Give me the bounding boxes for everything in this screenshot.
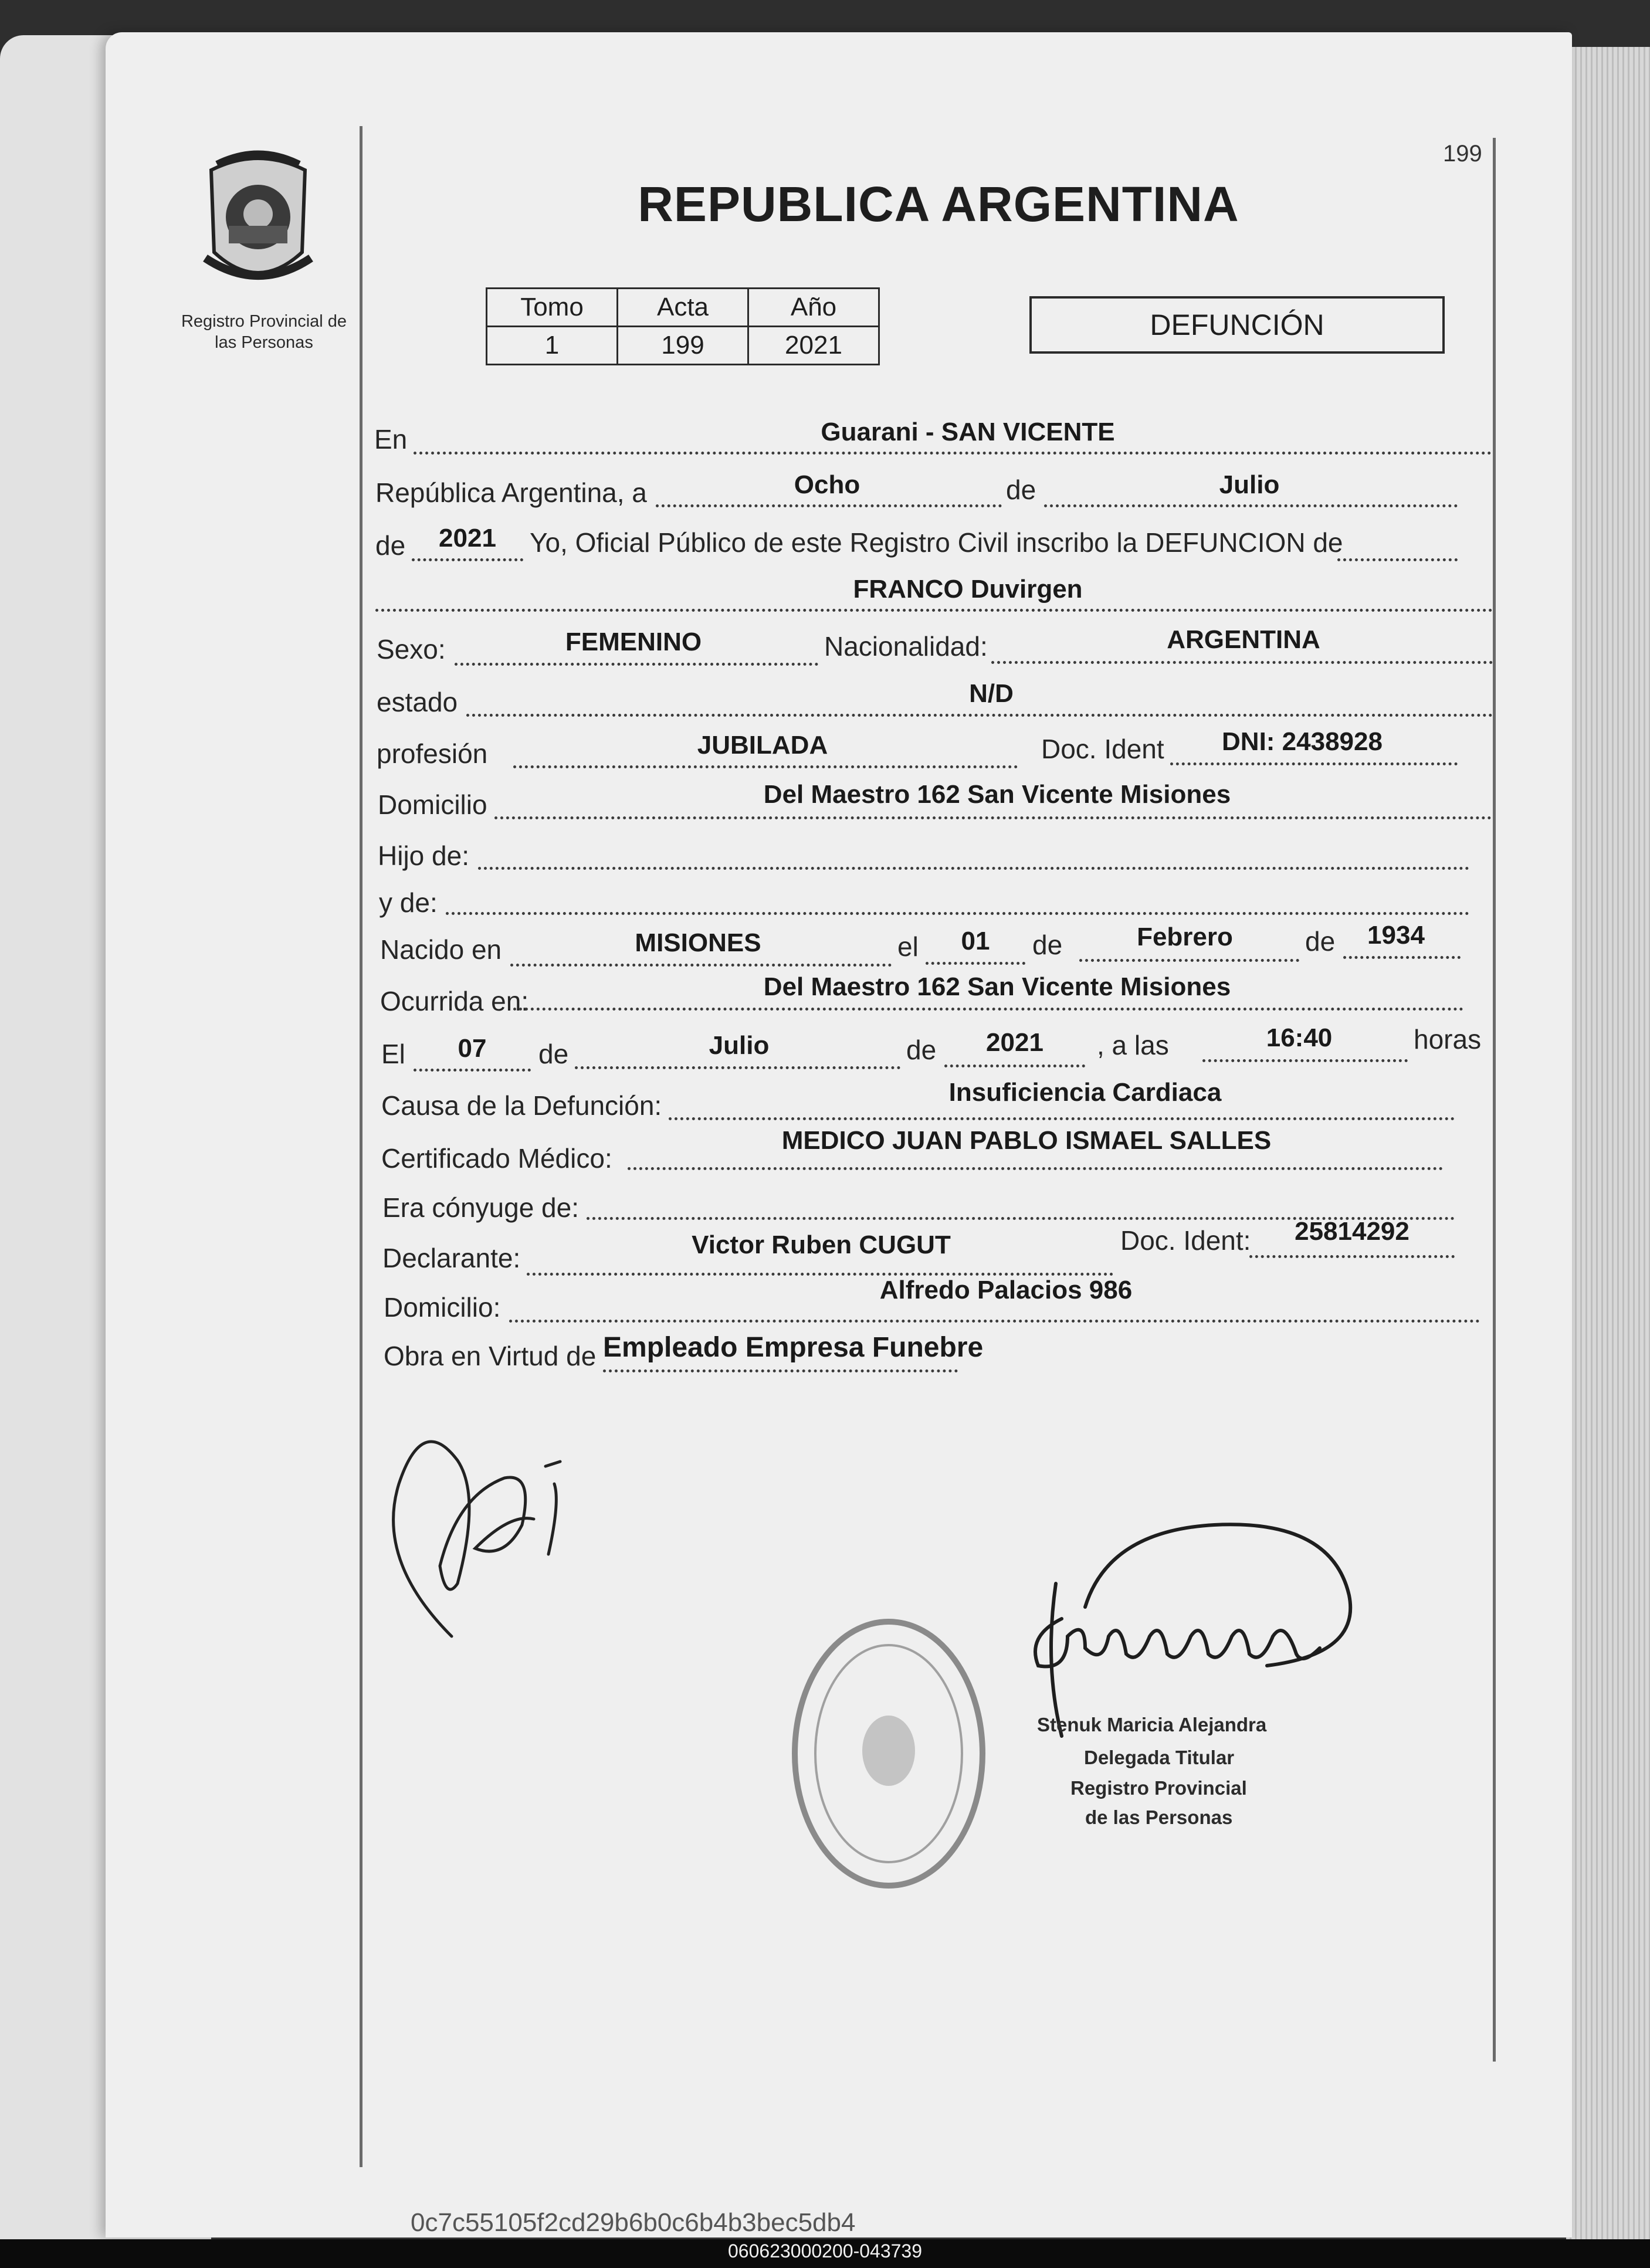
registry-label-line2: las Personas (215, 333, 313, 352)
dotted-line (509, 1320, 1480, 1323)
nacido-label: Nacido en (380, 934, 502, 965)
de-label: de (906, 1035, 937, 1065)
mes-value: Julio (1219, 470, 1280, 499)
province-seal-icon (194, 147, 323, 299)
dotted-line (1249, 1255, 1455, 1258)
estado-label: estado (377, 687, 458, 717)
causa-label: Causa de la Defunción: (381, 1090, 662, 1121)
dotted-line (603, 1369, 958, 1372)
domicilio2-label: Domicilio: (384, 1292, 501, 1323)
conyuge-label: Era cónyuge de: (382, 1192, 580, 1223)
table-header-acta: Acta (618, 289, 748, 327)
el-label: El (381, 1039, 405, 1069)
nacido-dia-value: 01 (961, 927, 990, 955)
dotted-line (926, 962, 1025, 965)
dotted-line (628, 1167, 1443, 1170)
dotted-line (1343, 956, 1461, 959)
nombre-value: FRANCO Duvirgen (853, 575, 1083, 604)
dotted-line (513, 765, 1018, 768)
dotted-line (478, 867, 1469, 870)
nacionalidad-label: Nacionalidad: (824, 631, 988, 662)
signer-name: Stenuk Maricia Alejandra (1037, 1714, 1267, 1735)
profesion-label: profesión (377, 738, 488, 769)
dotted-line (656, 504, 1002, 507)
dotted-line (1044, 504, 1458, 507)
dotted-line (1202, 1059, 1408, 1062)
signature-declarante-icon (387, 1408, 587, 1654)
obra-label: Obra en Virtud de (384, 1341, 597, 1371)
docident-value: DNI: 2438928 (1222, 727, 1383, 756)
table-value-tomo: 1 (487, 327, 618, 365)
declarante-value: Victor Ruben CUGUT (692, 1230, 951, 1259)
signer-title-line2: Registro Provincial (1070, 1777, 1247, 1799)
defuncion-mes-value: Julio (709, 1031, 770, 1060)
margin-line-right (1493, 138, 1496, 2062)
en-label: En (374, 424, 408, 455)
official-stamp-icon (786, 1610, 991, 1897)
ocurrida-label: Ocurrida en: (380, 986, 529, 1016)
signer-title-line1: Delegada Titular (1084, 1747, 1235, 1768)
dotted-line (494, 816, 1492, 819)
yde-label: y de: (379, 887, 438, 918)
declarante-doc-label: Doc. Ident: (1120, 1225, 1251, 1256)
ocurrida-value: Del Maestro 162 San Vicente Misiones (763, 972, 1231, 1001)
horas-label: horas (1414, 1024, 1482, 1055)
dotted-line (669, 1117, 1455, 1120)
nacido-mes-value: Febrero (1137, 923, 1233, 951)
dotted-line (1337, 558, 1458, 561)
de-label: de (538, 1039, 569, 1069)
table-header-tomo: Tomo (487, 289, 618, 327)
nacido-anio-value: 1934 (1367, 921, 1425, 950)
en-value: Guarani - SAN VICENTE (821, 418, 1115, 446)
causa-value: Insuficiencia Cardiaca (948, 1078, 1222, 1107)
page-edges (1566, 47, 1650, 2258)
hijo-label: Hijo de: (378, 840, 469, 871)
sexo-label: Sexo: (377, 634, 446, 665)
dotted-line (446, 912, 1469, 915)
registry-label-line1: Registro Provincial de (181, 312, 347, 331)
dia-value: Ocho (794, 470, 860, 499)
defuncion-hora-value: 16:40 (1266, 1023, 1333, 1052)
sexo-value: FEMENINO (565, 628, 702, 656)
dotted-line (1079, 959, 1299, 962)
nacionalidad-value: ARGENTINA (1167, 625, 1320, 654)
declarante-doc-value: 25814292 (1295, 1217, 1410, 1246)
document-title: REPUBLICA ARGENTINA (638, 177, 1239, 232)
defuncion-dia-value: 07 (458, 1034, 487, 1063)
de-label: de (1305, 926, 1336, 957)
dotted-line (466, 714, 1493, 717)
domicilio-label: Domicilio (378, 789, 487, 820)
registry-label (176, 311, 352, 353)
dotted-line (575, 1066, 900, 1069)
document-hash: 0c7c55105f2cd29b6b0c6b4b3bec5db4 (411, 2208, 856, 2237)
dotted-line (1170, 762, 1458, 765)
dotted-line (414, 1069, 531, 1072)
dotted-line (414, 452, 1492, 455)
document-type-box: DEFUNCIÓN (1029, 296, 1445, 354)
certificado-value: MEDICO JUAN PABLO ISMAEL SALLES (781, 1126, 1272, 1155)
domicilio-value: Del Maestro 162 San Vicente Misiones (763, 780, 1231, 809)
defuncion-anio-value: 2021 (986, 1028, 1043, 1057)
el-label: el (897, 931, 919, 962)
dotted-line (944, 1064, 1085, 1067)
anio-value: 2021 (439, 524, 496, 552)
signer-title-line3: de las Personas (1085, 1806, 1233, 1828)
declarante-label: Declarante: (382, 1243, 521, 1273)
page-number: 199 (1443, 141, 1482, 167)
dotted-line (455, 663, 818, 666)
oficial-text: Yo, Oficial Público de este Registro Civil inscribo la DEFUNCION de (530, 527, 1343, 558)
obra-value: Empleado Empresa Funebre (603, 1332, 984, 1363)
de-label: de (1006, 474, 1036, 505)
margin-line-left (360, 126, 362, 2167)
estado-value: N/D (969, 679, 1014, 708)
table-value-acta: 199 (618, 327, 748, 365)
republica-label: República Argentina, a (375, 477, 647, 508)
table-header-anio: Año (748, 289, 879, 327)
dotted-line (412, 558, 523, 561)
profesion-value: JUBILADA (697, 731, 828, 760)
footer-code: 060623000200-043739 (728, 2240, 922, 2262)
dotted-line (375, 609, 1493, 612)
docident-label: Doc. Ident (1041, 734, 1164, 764)
certificado-label: Certificado Médico: (381, 1143, 612, 1174)
alas-label: , a las (1097, 1030, 1169, 1060)
dotted-line (513, 1008, 1463, 1011)
de-label: de (1032, 930, 1063, 960)
nacido-value: MISIONES (635, 928, 761, 957)
acta-table (486, 287, 880, 365)
dotted-line (991, 661, 1493, 664)
de-label: de (375, 530, 406, 561)
table-value-anio: 2021 (748, 327, 879, 365)
dotted-line (510, 964, 892, 967)
domicilio2-value: Alfredo Palacios 986 (879, 1276, 1133, 1304)
